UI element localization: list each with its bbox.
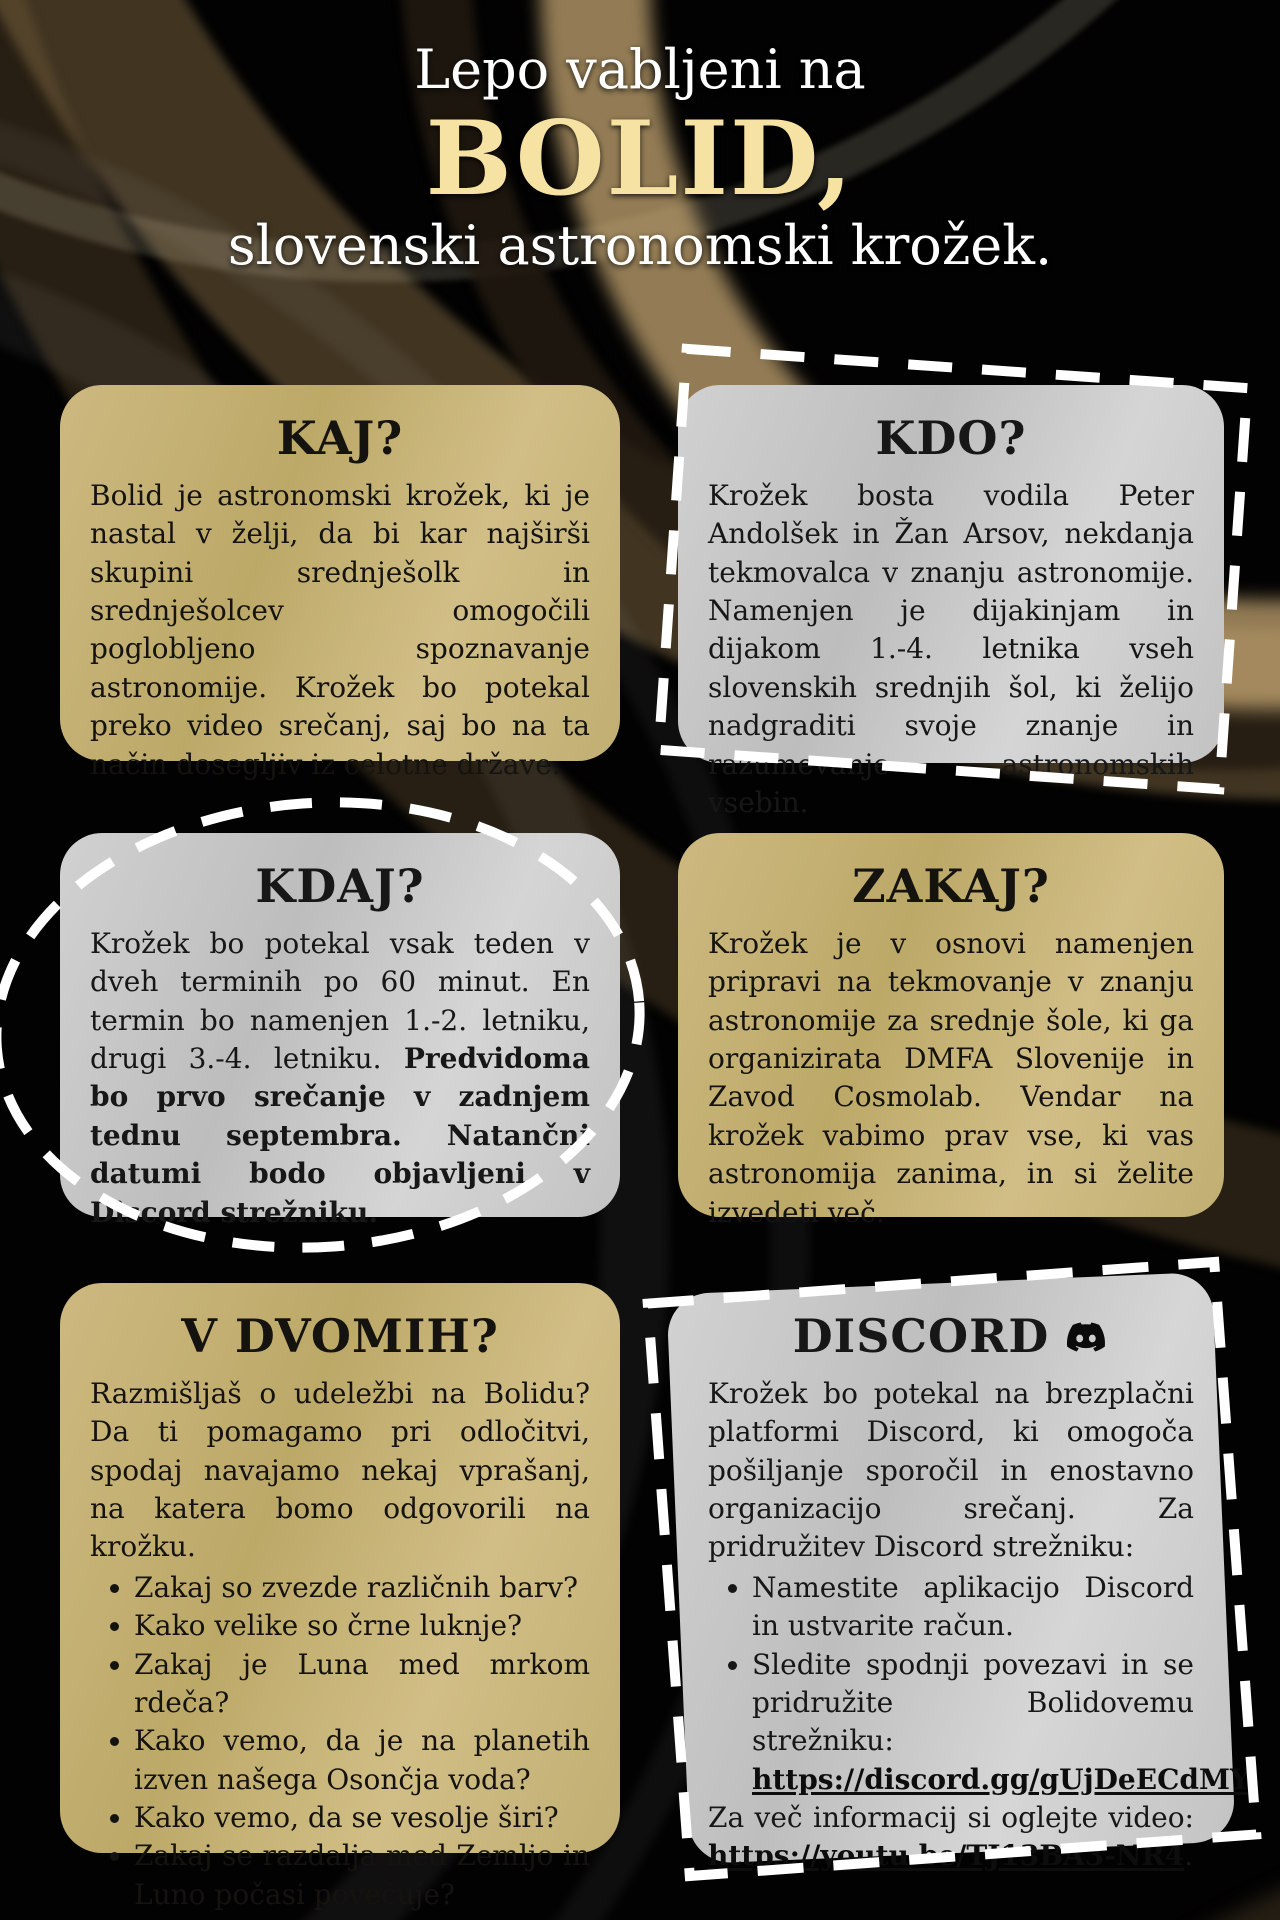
- discord-footer-text: Za več informacij si oglejte video:: [708, 1800, 1194, 1834]
- box-zakaj-heading: ZAKAJ?: [852, 859, 1050, 913]
- question-item: • Kako vemo, da je na planetih izven našega Osončja voda?: [134, 1722, 590, 1799]
- box-kaj-body: Bolid je astronomski krožek, ki je nastal v želji, da bi kar najširši skupini srednješolk in srednješolcev omogočili poglobljeno spoznavanje astronomije. Krožek bo potekal preko video srečanj, saj bo na ta način dosegljiv iz celotne države.: [90, 479, 590, 781]
- box-discord-footer: [708, 1799, 1194, 1876]
- box-kdaj: [60, 833, 620, 1229]
- box-kaj: [60, 385, 620, 781]
- question-item: • Kako velike so črne luknje?: [134, 1607, 590, 1645]
- box-discord-content: [678, 1283, 1259, 1894]
- poster-subtitle: slovenski astronomski krožek.: [227, 213, 1053, 277]
- header: [0, 36, 1280, 278]
- invite-line: Lepo vabljeni na: [414, 38, 866, 101]
- question-item: • Zakaj je Luna med mrkom rdeča?: [134, 1646, 590, 1723]
- discord-step-item: [752, 1646, 1259, 1799]
- discord-icon: [1063, 1318, 1109, 1356]
- box-kdaj-heading: KDAJ?: [255, 859, 425, 913]
- question-list: [90, 1569, 590, 1914]
- discord-footer-suffix: .: [1184, 1839, 1194, 1873]
- box-kdo: [678, 385, 1224, 819]
- box-v-dvomih-intro: Razmišljaš o udeležbi na Bolidu? Da ti pomagamo pri odločitvi, spodaj navajamo nekaj vprašanj, na katera bomo odgovorili na krožku.: [90, 1377, 590, 1564]
- box-kdo-heading: KDO?: [875, 411, 1027, 465]
- question-item: • Zakaj so zvezde različnih barv?: [134, 1569, 590, 1607]
- box-kdaj-body-bold: Predvidoma bo prvo srečanje v zadnjem tednu septembra. Natančni datumi bodo objavljeni v Discord strežniku.: [90, 1042, 590, 1229]
- discord-step-suffix: .: [1249, 1762, 1259, 1796]
- box-zakaj: [678, 833, 1224, 1229]
- box-discord-heading: [708, 1309, 1194, 1363]
- box-v-dvomih-heading: V DVOMIH?: [181, 1309, 499, 1363]
- discord-step-item: • Namestite aplikacijo Discord in ustvarite račun.: [752, 1569, 1194, 1646]
- box-discord: [678, 1283, 1259, 1873]
- discord-step-list: [708, 1569, 1259, 1799]
- box-kdo-body: Krožek bosta vodila Peter Andolšek in Žan Arsov, nekdanja tekmovalca v znanju astronomije. Namenjen je dijakinjam in dijakom 1.-4. letnika vseh slovenskih srednjih šol, ki želijo nadgraditi svoje znanje in razumevanje astronomskih vsebin.: [708, 479, 1194, 819]
- box-kdaj-body: [90, 925, 590, 1232]
- box-zakaj-body: Krožek je v osnovi namenjen pripravi na tekmovanje v znanju astronomije za srednje šole, ki ga organizirata DMFA Slovenije in Zavod Cosmolab. Vendar na krožek vabimo prav vse, ki vas astronomija zanima, in si želite izvedeti več.: [708, 927, 1194, 1229]
- question-item: • Kako vemo, da se vesolje širi?: [134, 1799, 590, 1837]
- poster-title: BOLID,: [425, 98, 855, 219]
- discord-step-text: Sledite spodnji povezavi in se pridružite Bolidovemu strežniku:: [752, 1647, 1194, 1758]
- discord-invite-link[interactable]: https://discord.gg/gUjDeECdMY: [752, 1762, 1250, 1796]
- question-item: • Zakaj se razdalja med Zemljo in Luno počasi povečuje?: [134, 1837, 590, 1914]
- box-kdaj-body-normal: Krožek bo potekal vsak teden v dveh terminih po 60 minut. En termin bo namenjen 1.-2. letniku, drugi 3.-4. letniku.: [90, 927, 590, 1076]
- box-discord-intro: Krožek bo potekal na brezplačni platformi Discord, ki omogoča pošiljanje sporočil in enostavno organizacijo srečanj. Za pridružitev Discord strežniku:: [708, 1377, 1194, 1564]
- box-v-dvomih: [60, 1283, 620, 1911]
- youtube-video-link[interactable]: https://youtu.be/TJ13BA3-NR4: [708, 1839, 1185, 1873]
- box-discord-heading-text: DISCORD: [792, 1309, 1050, 1363]
- box-kaj-heading: KAJ?: [276, 411, 404, 465]
